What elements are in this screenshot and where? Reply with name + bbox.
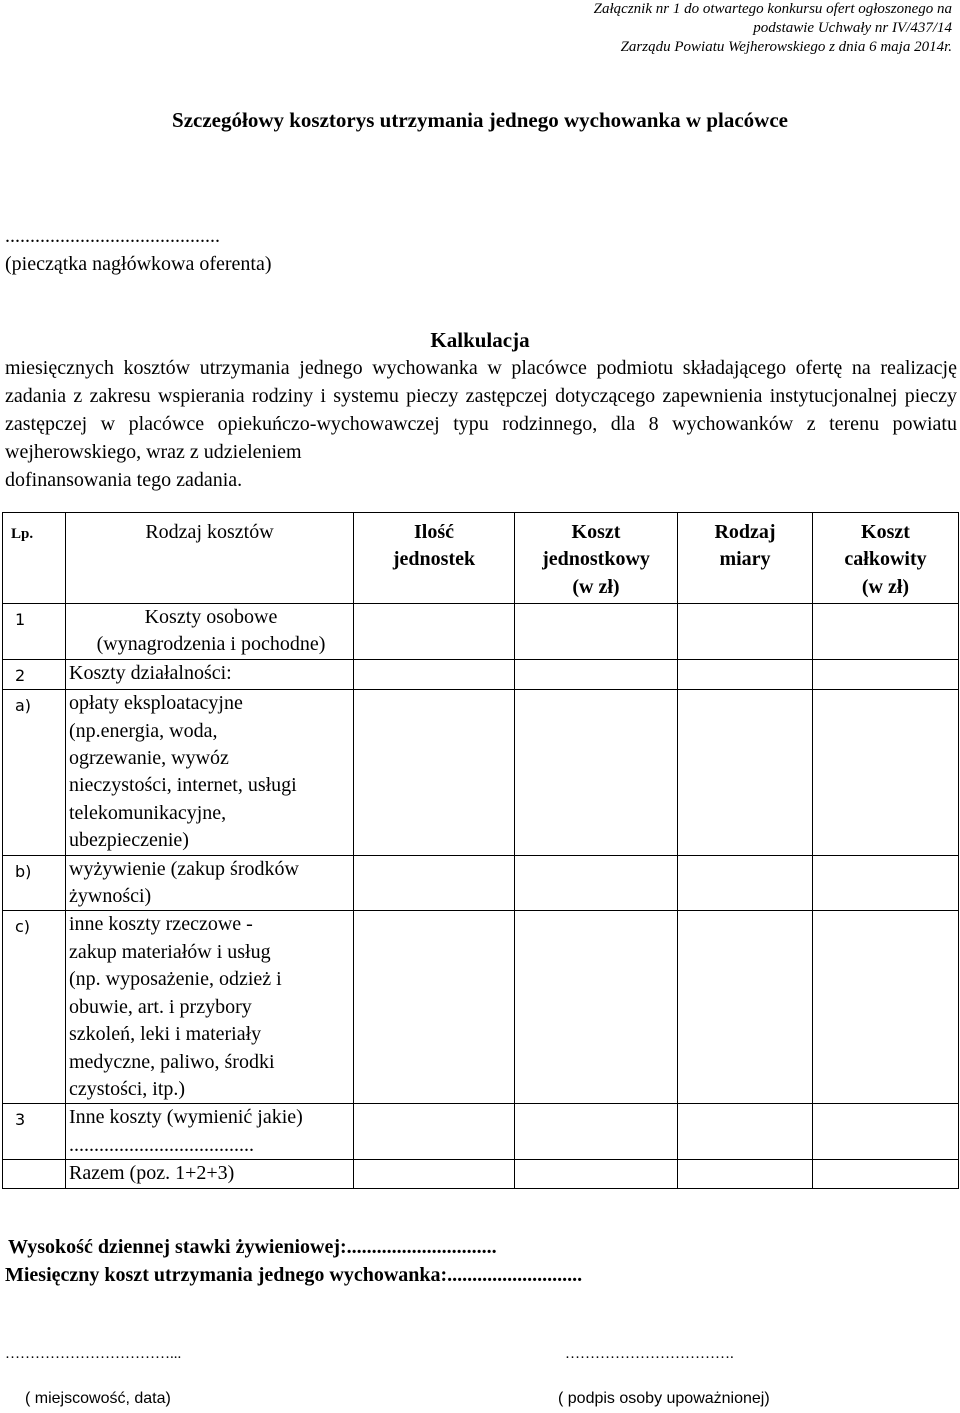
row-number: b) [3, 855, 66, 911]
row-description-line: (wynagrodzenia i pochodne) [96, 633, 326, 656]
row-description-line: żywności) [69, 885, 152, 908]
header-unit-cost [515, 513, 678, 604]
cell-units[interactable] [354, 659, 515, 689]
row-description-line: Koszty osobowe [144, 606, 278, 628]
header-measure-line-2: miary [719, 548, 771, 571]
cell-total-cost[interactable] [813, 690, 959, 855]
header-lp: Lp. [3, 513, 66, 604]
header-total-line-2: całkowity [844, 548, 927, 571]
cell-measure[interactable] [678, 690, 813, 855]
stamp-dots: ........................................... [5, 225, 220, 247]
row-description-line: szkoleń, leki i materiały [69, 1023, 262, 1046]
header-cost-type-label: Rodzaj kosztów [145, 521, 274, 543]
header-units-line-1: Ilość [414, 521, 454, 543]
row-description-line: wyżywienie (zakup środków [69, 857, 299, 880]
calculation-body [5, 354, 957, 494]
table-row [3, 604, 959, 660]
row-description-line: zakup materiałów i usług [69, 940, 271, 963]
daily-rate-line: Wysokość dziennej stawki żywieniowej:.............................. [8, 1236, 497, 1258]
row-description-line: telekomunikacyjne, [69, 801, 227, 824]
row-number: 2 [3, 659, 66, 689]
cell-unit-cost[interactable] [515, 911, 678, 1104]
header-cost-type [66, 513, 354, 604]
table-row [3, 911, 959, 1104]
cell-unit-cost[interactable] [515, 659, 678, 689]
cell-unit-cost[interactable] [515, 1104, 678, 1160]
cell-measure[interactable] [678, 855, 813, 911]
cell-units[interactable] [354, 604, 515, 660]
header-unit-cost-line-3: (w zł) [572, 575, 620, 598]
cell-measure[interactable] [678, 659, 813, 689]
header-unit-cost-line-1: Koszt [571, 521, 621, 543]
row-description-line: czystości, itp.) [69, 1077, 186, 1100]
cell-units[interactable] [354, 1104, 515, 1160]
header-measure [678, 513, 813, 604]
row-description-line: ogrzewanie, wywóz [69, 747, 229, 770]
place-date-label: ( miejscowość, data) [25, 1390, 171, 1407]
annex-line-1: Załącznik nr 1 do otwartego konkursu ofert ogłoszonego na [593, 1, 952, 17]
row-description-line: (np. wyposażenie, odzież i [69, 968, 282, 991]
cell-unit-cost[interactable] [515, 690, 678, 855]
row-number: 3 [3, 1104, 66, 1160]
header-total-line-3: (w zł) [861, 575, 910, 598]
header-total-cost [813, 513, 959, 604]
row-description-line: Razem (poz. 1+2+3) [69, 1162, 235, 1185]
row-description-line: (np.energia, woda, [69, 719, 218, 742]
cell-measure[interactable] [678, 1160, 813, 1188]
row-description-line: Koszty działalności: [69, 661, 232, 684]
table-header-row [3, 513, 959, 604]
table-row [3, 690, 959, 855]
row-number: a) [3, 690, 66, 855]
stamp-block [5, 222, 272, 278]
cell-measure[interactable] [678, 1104, 813, 1160]
document-title: Szczegółowy kosztorys utrzymania jednego wychowanka w placówce [172, 108, 788, 132]
row-description-line: ubezpieczenie) [69, 829, 189, 852]
cell-units[interactable] [354, 690, 515, 855]
cell-total-cost[interactable] [813, 1104, 959, 1160]
header-unit-cost-line-2: jednostkowy [542, 548, 650, 571]
cell-total-cost[interactable] [813, 659, 959, 689]
stamp-label: (pieczątka nagłówkowa oferenta) [5, 253, 272, 275]
annex-line-3: Zarządu Powiatu Wejherowskiego z dnia 6 maja 2014r. [620, 39, 952, 55]
cell-units[interactable] [354, 855, 515, 911]
calculation-text-end: dofinansowania tego zadania. [5, 469, 243, 491]
row-description-line: inne koszty rzeczowe - [69, 913, 253, 936]
header-measure-line-1: Rodzaj [714, 521, 776, 543]
cell-unit-cost[interactable] [515, 855, 678, 911]
row-description-line: opłaty eksploatacyjne [69, 692, 243, 715]
monthly-cost-line: Miesięczny koszt utrzymania jednego wychowanka:........................... [5, 1264, 583, 1286]
cell-total-cost[interactable] [813, 855, 959, 911]
place-date-dots: ……………………………... [5, 1346, 182, 1362]
row-description-line: ..................................... [69, 1133, 254, 1156]
annex-line-2: podstawie Uchwały nr IV/437/14 [753, 20, 952, 36]
row-description [66, 911, 354, 1104]
annex-note [452, 0, 952, 57]
header-total-line-1: Koszt [861, 521, 910, 543]
row-description-line: obuwie, art. i przybory [69, 995, 252, 1018]
cost-table [2, 512, 959, 1189]
row-number [3, 1160, 66, 1188]
row-description-line: Inne koszty (wymienić jakie) [69, 1106, 303, 1129]
table-row [3, 855, 959, 911]
header-units-line-2: jednostek [392, 548, 476, 571]
row-description-line: nieczystości, internet, usługi [69, 774, 297, 797]
row-description [66, 659, 354, 689]
cell-total-cost[interactable] [813, 911, 959, 1104]
cell-measure[interactable] [678, 911, 813, 1104]
calculation-text: miesięcznych kosztów utrzymania jednego wychowanka w placówce podmiotu składającego ofertę na realizację zadania z zakresu wspierania rodziny i systemu pieczy zastępczej dotyczącego zapewnienia instytucjonalnej pieczy zastępczej w placówce opiekuńczo-wychowawczej typu rodzinnego, dla 8 wychowanków z terenu powiatu wejherowskiego, wraz z udzieleniem [5, 357, 957, 463]
cell-total-cost[interactable] [813, 1160, 959, 1188]
cell-unit-cost[interactable] [515, 604, 678, 660]
signature-label: ( podpis osoby upoważnionej) [558, 1390, 770, 1407]
row-description [66, 690, 354, 855]
row-number: 1 [3, 604, 66, 660]
cell-units[interactable] [354, 1160, 515, 1188]
row-description [66, 1104, 354, 1160]
table-row [3, 1104, 959, 1160]
row-description [66, 1160, 354, 1188]
table-row [3, 1160, 959, 1188]
row-description [66, 855, 354, 911]
cell-measure[interactable] [678, 604, 813, 660]
row-description-line: medyczne, paliwo, środki [69, 1050, 275, 1073]
cell-unit-cost[interactable] [515, 1160, 678, 1188]
cell-units[interactable] [354, 911, 515, 1104]
header-units [354, 513, 515, 604]
calculation-heading: Kalkulacja [430, 328, 530, 352]
row-number: c) [3, 911, 66, 1104]
row-description [66, 604, 354, 660]
table-row [3, 659, 959, 689]
signature-dots: ……………………………. [565, 1346, 734, 1362]
cell-total-cost[interactable] [813, 604, 959, 660]
